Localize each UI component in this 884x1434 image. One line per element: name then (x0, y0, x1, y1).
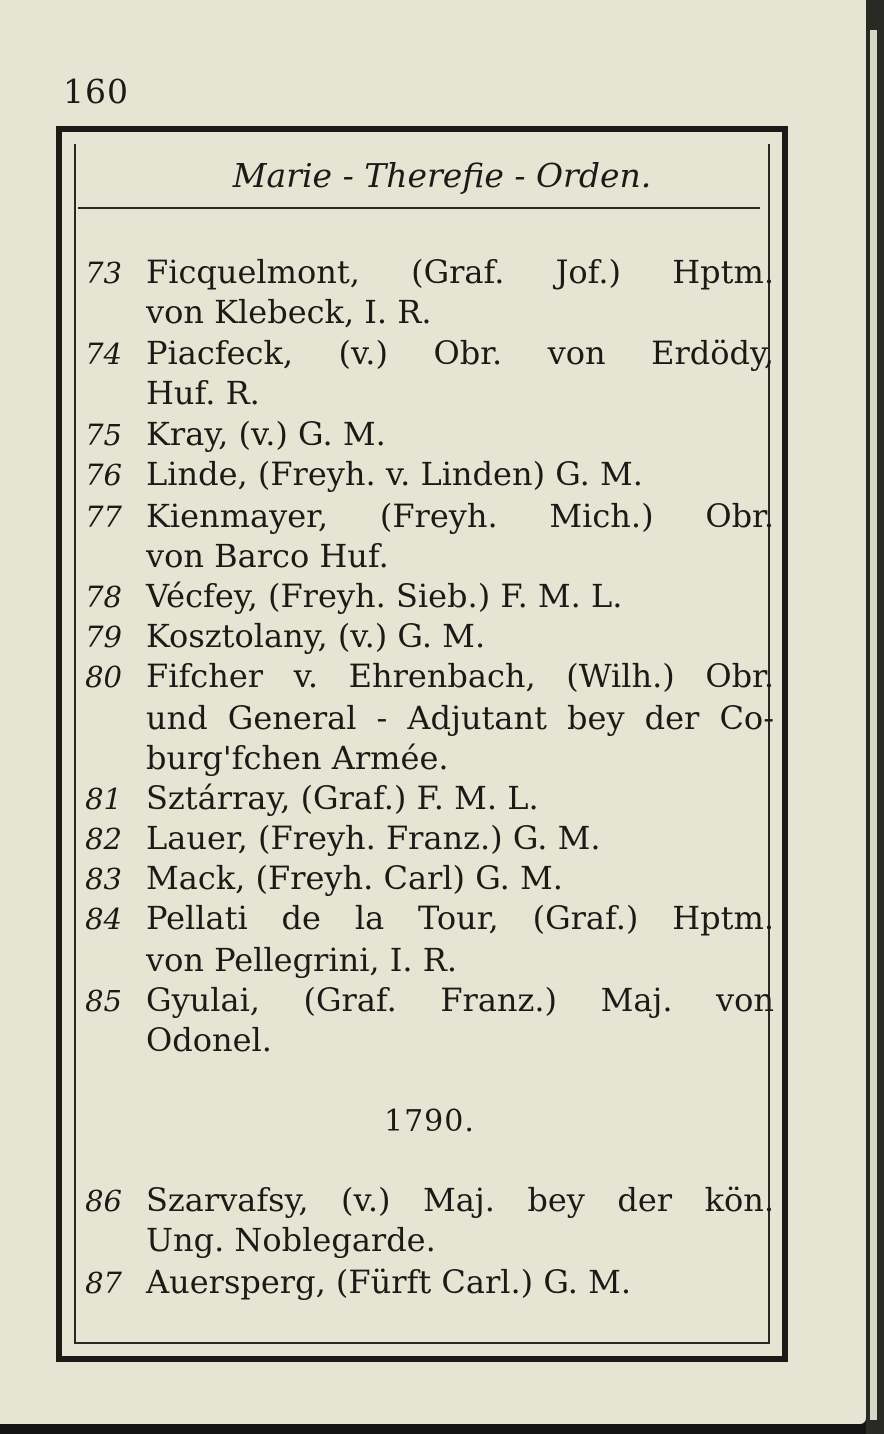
entry-line: von Barco Huf. (146, 537, 389, 575)
page-number: 160 (63, 72, 129, 111)
entry-number: 86 (85, 1184, 122, 1218)
year-heading: 1790. (384, 1104, 475, 1139)
entry-line: von Pellegrini, I. R. (146, 941, 458, 979)
entry-number: 83 (85, 862, 122, 896)
entry-line: Fifcher v. Ehrenbach, (Wilh.) Obr. (146, 657, 774, 695)
entry-line: Gyulai, (Graf. Franz.) Maj. von (146, 981, 774, 1019)
entry-number: 85 (85, 984, 122, 1018)
entry-line: Szarvafsy, (v.) Maj. bey der kön. (146, 1181, 774, 1219)
entry-number: 78 (85, 580, 122, 614)
entry-line: Piacfeck, (v.) Obr. von Erdödy, (146, 334, 774, 372)
entry-line: Mack, (Freyh. Carl) G. M. (146, 859, 563, 897)
entry-line: burg'fchen Armée. (146, 739, 449, 777)
entry-number: 76 (85, 458, 122, 492)
entry-number: 77 (85, 500, 122, 534)
section-title: Marie - Therefie - Orden. (232, 156, 652, 195)
entry-line: von Klebeck, I. R. (146, 293, 432, 331)
entry-number: 73 (85, 256, 122, 290)
entry-line: Kosztolany, (v.) G. M. (146, 617, 486, 655)
entry-line: Linde, (Freyh. v. Linden) G. M. (146, 455, 643, 493)
entry-line: Kray, (v.) G. M. (146, 415, 386, 453)
entry-line: und General - Adjutant bey der Co- (146, 699, 774, 737)
entry-line: Pellati de la Tour, (Graf.) Hptm. (146, 899, 774, 937)
entry-number: 75 (85, 418, 122, 452)
entry-number: 82 (85, 822, 122, 856)
entry-number: 87 (85, 1266, 122, 1300)
entry-line: Vécfey, (Freyh. Sieb.) F. M. L. (146, 577, 623, 615)
entry-line: Kienmayer, (Freyh. Mich.) Obr. (146, 497, 774, 535)
header-rule (78, 207, 760, 209)
entry-number: 80 (85, 660, 122, 694)
entry-line: Odonel. (146, 1021, 272, 1059)
entry-line: Ung. Noblegarde. (146, 1221, 436, 1259)
entry-line: Ficquelmont, (Graf. Jof.) Hptm. (146, 253, 774, 291)
entry-number: 79 (85, 620, 122, 654)
entry-number: 81 (85, 782, 122, 816)
entry-number: 74 (85, 337, 122, 371)
entry-line: Sztárray, (Graf.) F. M. L. (146, 779, 539, 817)
entry-number: 84 (85, 902, 122, 936)
entry-line: Huf. R. (146, 374, 260, 412)
entry-line: Lauer, (Freyh. Franz.) G. M. (146, 819, 601, 857)
entry-line: Auersperg, (Fürft Carl.) G. M. (146, 1263, 632, 1301)
next-page-edge (866, 0, 884, 1434)
